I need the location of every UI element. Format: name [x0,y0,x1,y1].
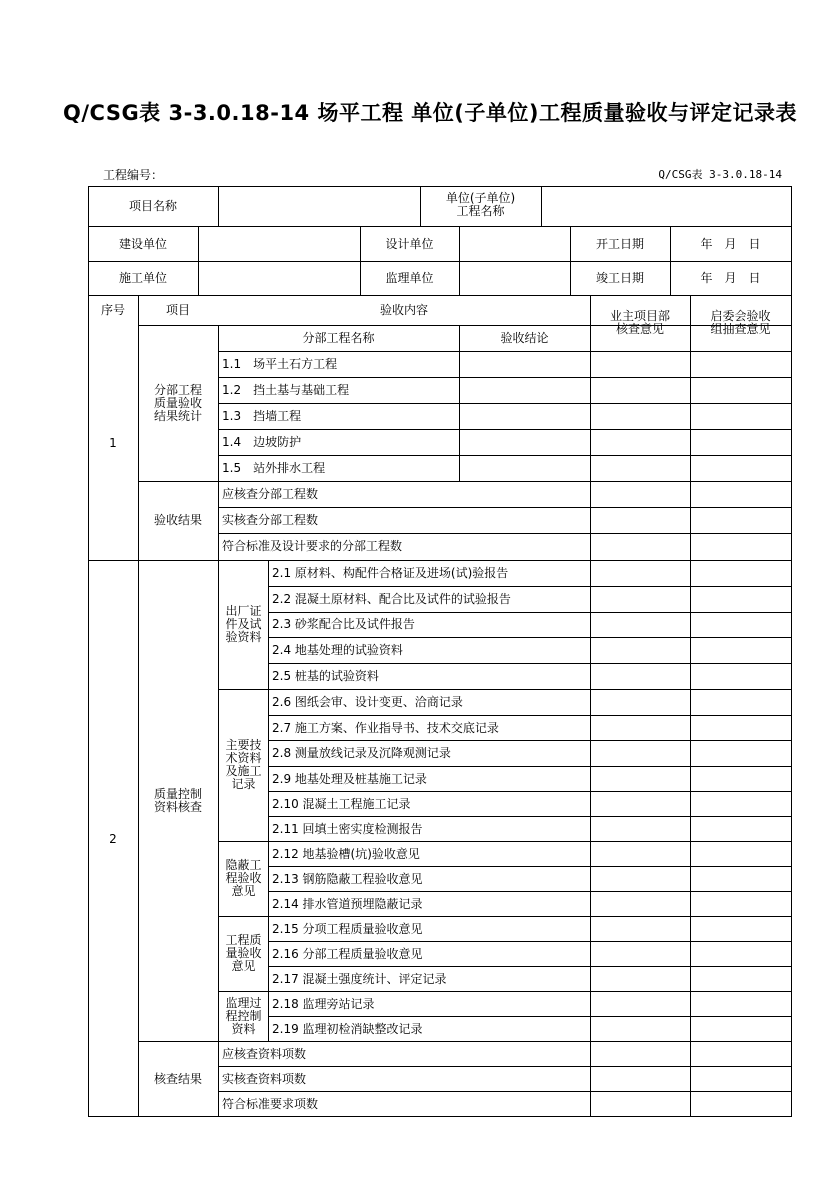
subproject-2: 1.2 挡土基与基础工程 [222,383,350,397]
project-name-field[interactable] [219,190,419,224]
group-factory-docs-label: 出厂证 件及试 验资料 [225,604,262,644]
item-2-9: 2.9 地基处理及桩基施工记录 [272,772,427,786]
committee-opinion-header: 启委会验收 组抽查意见 [710,309,771,336]
item-2-14: 2.14 排水管道预埋隐蔽记录 [272,897,423,911]
project-number-label: 工程编号： [103,168,164,182]
item-2-19: 2.19 监理初检消缺整改记录 [272,1022,423,1036]
item-2-3: 2.3 砂浆配合比及试件报告 [272,617,415,631]
item-2-8: 2.8 测量放线记录及沉降观测记录 [272,746,451,760]
completion-date-value: 年 月 日 [700,271,761,285]
item-2-2: 2.2 混凝土原材料、配合比及试件的试验报告 [272,592,511,606]
item-2-1: 2.1 原材料、构配件合格证及进场(试)验报告 [272,566,509,580]
start-date-value: 年 月 日 [700,237,761,251]
conclusion-header: 验收结论 [500,331,549,345]
item-2-11: 2.11 回填土密实度检测报告 [272,822,423,836]
owner-opinion-header: 业主项目部 核查意见 [609,309,670,336]
item-header: 项目 [165,303,190,317]
sub-name-header: 分部工程名称 [302,331,375,345]
check-item-3: 符合标准要求项数 [222,1097,319,1111]
item-2-10: 2.10 混凝土工程施工记录 [272,797,411,811]
result-1: 应核查分部工程数 [222,487,319,501]
subproject-1: 1.1 场平土石方工程 [222,357,338,371]
form-code: Q/CSG表 3-3.0.18-14 [658,168,782,181]
item-2-18: 2.18 监理旁站记录 [272,997,375,1011]
form-title: Q/CSG表 3-3.0.18-14 场平工程 单位(子单位)工程质量验收与评定记录表 [63,101,797,125]
start-date-label: 开工日期 [595,237,644,251]
result-3: 符合标准及设计要求的分部工程数 [222,539,403,553]
item-2-17: 2.17 混凝土强度统计、评定记录 [272,972,447,986]
subproject-5: 1.5 站外排水工程 [222,461,326,475]
section1-group1-label: 分部工程 质量验收 结果统计 [153,383,202,423]
item-2-15: 2.15 分项工程质量验收意见 [272,922,423,936]
group-quality-label: 工程质 量验收 意见 [225,933,262,973]
item-2-7: 2.7 施工方案、作业指导书、技术交底记录 [272,721,499,735]
check-result-label: 核查结果 [153,1072,202,1086]
seq-header: 序号 [100,303,125,317]
section1-seq: 1 [109,436,117,450]
construction-unit-label: 建设单位 [118,237,167,251]
check-item-1: 应核查资料项数 [222,1047,307,1061]
check-item-2: 实核查资料项数 [222,1072,307,1086]
subproject-4: 1.4 边坡防护 [222,435,302,449]
group-concealed-label: 隐蔽工 程验收 意见 [225,858,262,898]
section2-label: 质量控制 资料核查 [153,787,202,814]
item-2-4: 2.4 地基处理的试验资料 [272,643,403,657]
item-2-12: 2.12 地基验槽(坑)验收意见 [272,847,420,861]
group-supervision-label: 监理过 程控制 资料 [225,996,262,1036]
unit-name-label: 单位(子单位) 工程名称 [445,191,516,218]
subproject-3: 1.3 挡墙工程 [222,409,302,423]
result-2: 实核查分部工程数 [222,513,319,527]
completion-date-label: 竣工日期 [595,271,644,285]
item-2-6: 2.6 图纸会审、设计变更、洽商记录 [272,695,463,709]
group-tech-docs-label: 主要技 术资料 及施工 记录 [225,738,262,791]
item-2-13: 2.13 钢筋隐蔽工程验收意见 [272,872,423,886]
item-2-16: 2.16 分部工程质量验收意见 [272,947,423,961]
supervision-unit-label: 监理单位 [385,271,434,285]
section1-group2-label: 验收结果 [153,513,202,527]
item-2-5: 2.5 桩基的试验资料 [272,669,379,683]
design-unit-label: 设计单位 [385,237,434,251]
project-name-label: 项目名称 [128,199,177,213]
section2-seq: 2 [109,832,117,846]
content-header: 验收内容 [379,303,428,317]
builder-unit-label: 施工单位 [118,271,167,285]
unit-name-field[interactable] [542,190,790,224]
